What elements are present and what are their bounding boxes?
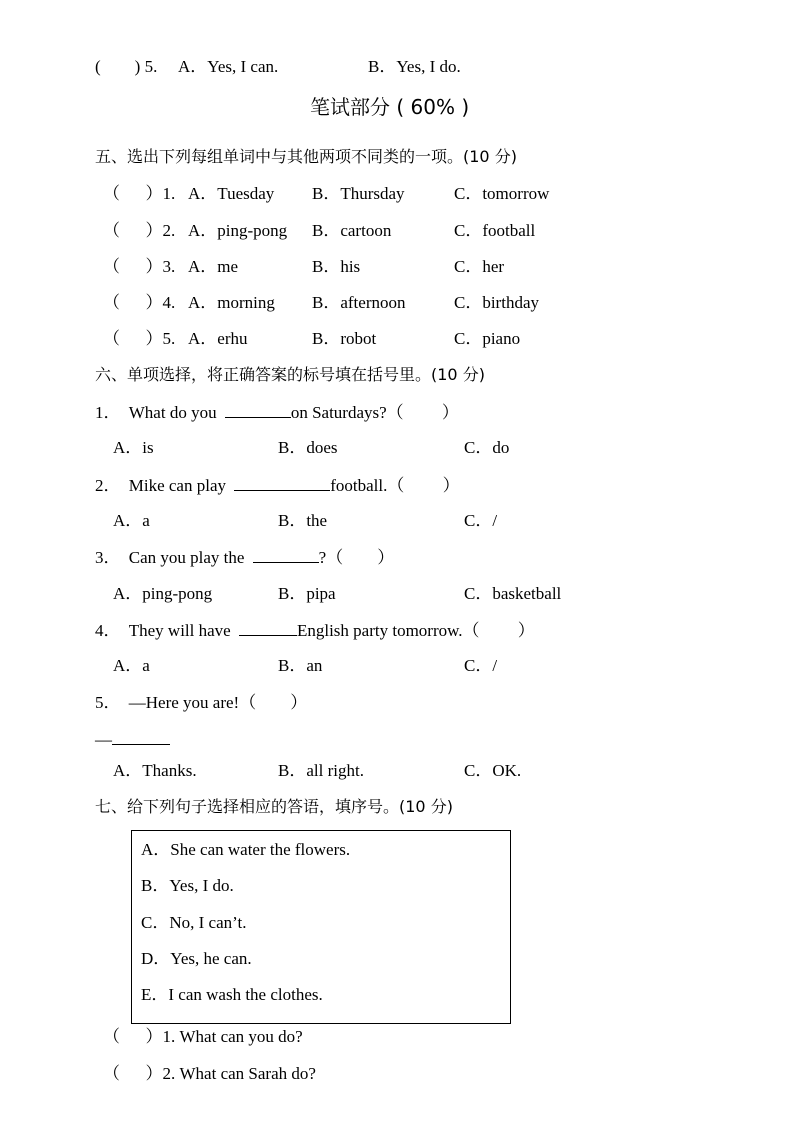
option-c: C．football (454, 221, 536, 240)
answer-option: C．No, I can’t. (141, 913, 247, 932)
option-c: C．birthday (454, 293, 539, 312)
question-2 (95, 475, 460, 496)
section7-question-1 (103, 1027, 303, 1047)
answer-blank (239, 620, 297, 636)
section7-heading: 七、给下列句子选择相应的答语，填序号。(10 分) (95, 797, 453, 816)
top-option-b: B．Yes, I do. (368, 57, 461, 76)
option-c: C．basketball (464, 584, 562, 603)
answer-blank (234, 475, 330, 491)
question-number: 4． (95, 621, 121, 640)
option-b: B．robot (312, 329, 377, 348)
option-c: C．/ (464, 656, 498, 675)
question-number: 5． (95, 693, 121, 712)
option-c: C．do (464, 438, 510, 457)
section7-question-2 (103, 1064, 316, 1084)
option-b: B．pipa (278, 584, 336, 603)
answer-option: B．Yes, I do. (141, 876, 234, 895)
row-number: （ ）1. (103, 184, 176, 203)
section5-heading: 五、选出下列每组单词中与其他两项不同类的一项。(10 分) (95, 147, 517, 166)
option-a: A．is (113, 438, 154, 457)
answer-option: D．Yes, he can. (141, 949, 252, 968)
answer-option: E．I can wash the clothes. (141, 985, 323, 1004)
option-b: B．his (312, 257, 361, 276)
question-text-end: English party tomorrow.（ ） (296, 621, 535, 640)
question-text: What do you (128, 403, 217, 422)
answer-blank (112, 729, 170, 745)
question-5 (95, 693, 307, 713)
option-a: A．erhu (188, 329, 248, 348)
question-text-end: ?（ ） (318, 548, 395, 567)
answer-blank (225, 402, 291, 418)
question-text-end: football.（ ） (330, 476, 460, 495)
question-text: Can you play the (128, 548, 245, 567)
question-number: 2． (95, 476, 121, 495)
row-number: （ ）5. (103, 329, 176, 348)
option-b: B．Thursday (312, 184, 405, 203)
option-a: A．ping-pong (188, 221, 288, 240)
question-text: They will have (128, 621, 231, 640)
question-text-end: on Saturdays?（ ） (290, 403, 459, 422)
option-a: A．Thanks. (113, 761, 197, 780)
option-a: A．me (188, 257, 239, 276)
option-a: A．morning (188, 293, 275, 312)
row-number: （ ）4. (103, 293, 176, 312)
option-b: B．afternoon (312, 293, 406, 312)
question-number: （ ）1. (103, 1027, 176, 1046)
option-c: C．tomorrow (454, 184, 550, 203)
top-item-number: ( ) 5. (95, 57, 158, 76)
question-text: —Here you are!（ ） (128, 693, 308, 712)
answer-blank (253, 547, 319, 563)
question-number: 1． (95, 403, 121, 422)
section6-heading: 六、单项选择，将正确答案的标号填在括号里。(10 分) (95, 365, 485, 384)
row-number: （ ）2. (103, 221, 176, 240)
row-number: （ ）3. (103, 257, 176, 276)
top-option-a: A．Yes, I can. (178, 57, 279, 76)
question-5-reply (95, 729, 170, 750)
option-c: C．/ (464, 511, 498, 530)
option-c: C．piano (454, 329, 521, 348)
option-b: B．an (278, 656, 323, 675)
question-text: Mike can play (128, 476, 226, 495)
option-b: B．the (278, 511, 328, 530)
option-b: B．cartoon (312, 221, 392, 240)
question-text: What can you do? (179, 1027, 303, 1046)
written-section-title: 笔试部分 ( 60% ) (310, 95, 470, 119)
option-b: B．does (278, 438, 338, 457)
option-a: A．Tuesday (188, 184, 275, 203)
question-number: （ ）2. (103, 1064, 176, 1083)
question-4 (95, 620, 535, 641)
option-a: A．a (113, 511, 150, 530)
option-c: C．OK. (464, 761, 522, 780)
reply-dash: — (95, 730, 112, 749)
answer-option: A．She can water the flowers. (141, 840, 351, 859)
option-a: A．a (113, 656, 150, 675)
question-3 (95, 547, 394, 568)
question-text: What can Sarah do? (179, 1064, 316, 1083)
option-c: C．her (454, 257, 505, 276)
question-number: 3． (95, 548, 121, 567)
option-b: B．all right. (278, 761, 364, 780)
option-a: A．ping-pong (113, 584, 213, 603)
question-1 (95, 402, 459, 423)
